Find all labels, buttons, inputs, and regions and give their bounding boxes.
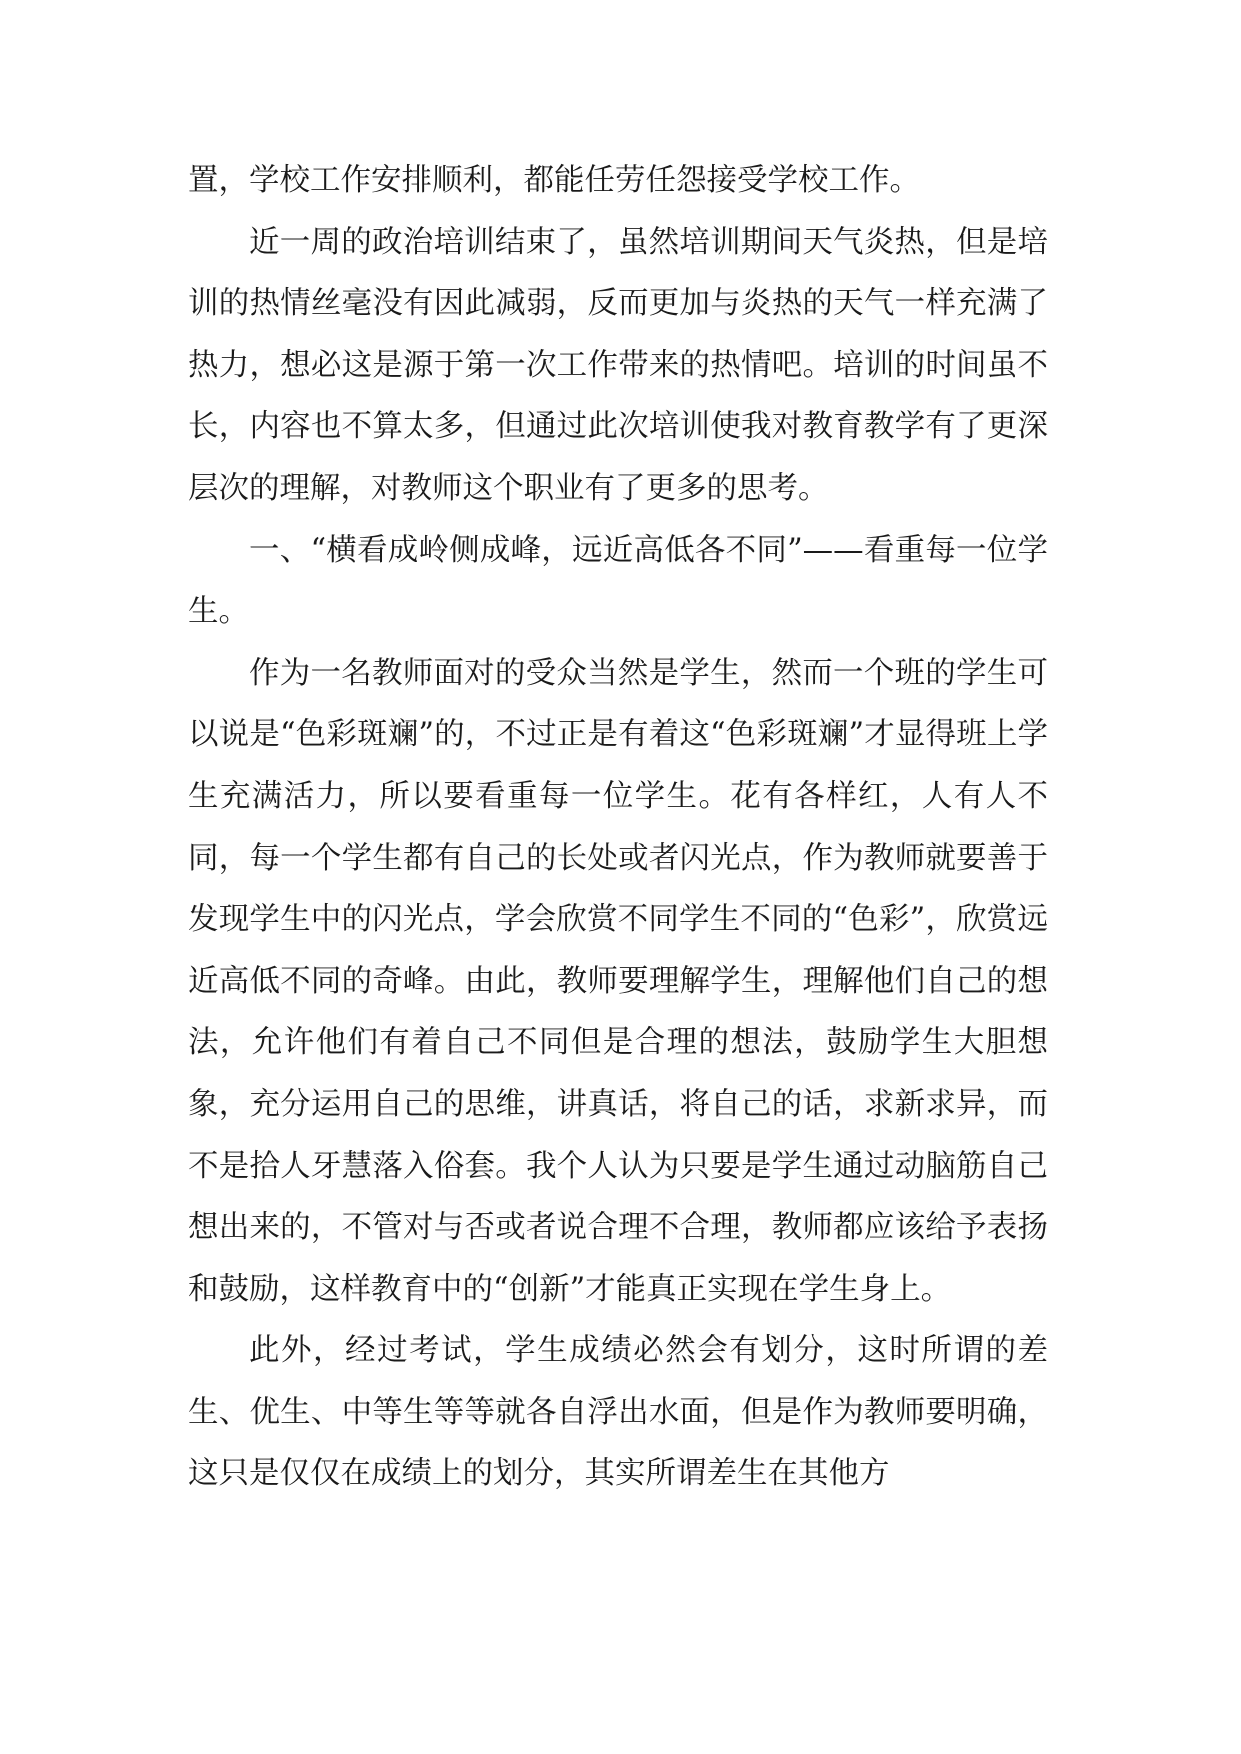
paragraph-exam-grades: 此外，经过考试，学生成绩必然会有划分，这时所谓的差生、优生、中等生等等就各自浮出水面，但是作为教师要明确，这只是仅仅在成绩上的划分，其实所谓差生在其他方 — [188, 1333, 1048, 1492]
paragraph-continuation: 置，学校工作安排顺利，都能任劳任怨接受学校工作。 — [188, 163, 920, 198]
paragraph-training-intro: 近一周的政治培训结束了，虽然培训期间天气炎热，但是培训的热情丝毫没有因此减弱，反而更加与炎热的天气一样充满了热力，想必这是源于第一次工作带来的热情吧。培训的时间虽不长，内容也不算太多，但通过此次培训使我对教育教学有了更深层次的理解，对教师这个职业有了更多的思考。 — [188, 224, 1048, 506]
paragraph-value-students: 作为一名教师面对的受众当然是学生，然而一个班的学生可以说是“色彩斑斓”的，不过正是有着这“色彩斑斓”才显得班上学生充满活力，所以要看重每一位学生。花有各样红，人有人不同，每一个学生都有自己的长处或者闪光点，作为教师就要善于发现学生中的闪光点，学会欣赏不同学生不同的“色彩”，欣赏远近高低不同的奇峰。由此，教师要理解学生，理解他们自己的想法，允许他们有着自己不同但是合理的想法，鼓励学生大胆想象，充分运用自己的思维，讲真话，将自己的话，求新求异，而不是拾人牙慧落入俗套。我个人认为只要是学生通过动脑筋自己想出来的，不管对与否或者说合理不合理，教师都应该给予表扬和鼓励，这样教育中的“创新”才能真正实现在学生身上。 — [188, 655, 1048, 1307]
section-heading-1: 一、“横看成岭侧成峰，远近高低各不同”——看重每一位学生。 — [188, 532, 1048, 630]
document-body — [188, 150, 1048, 1505]
